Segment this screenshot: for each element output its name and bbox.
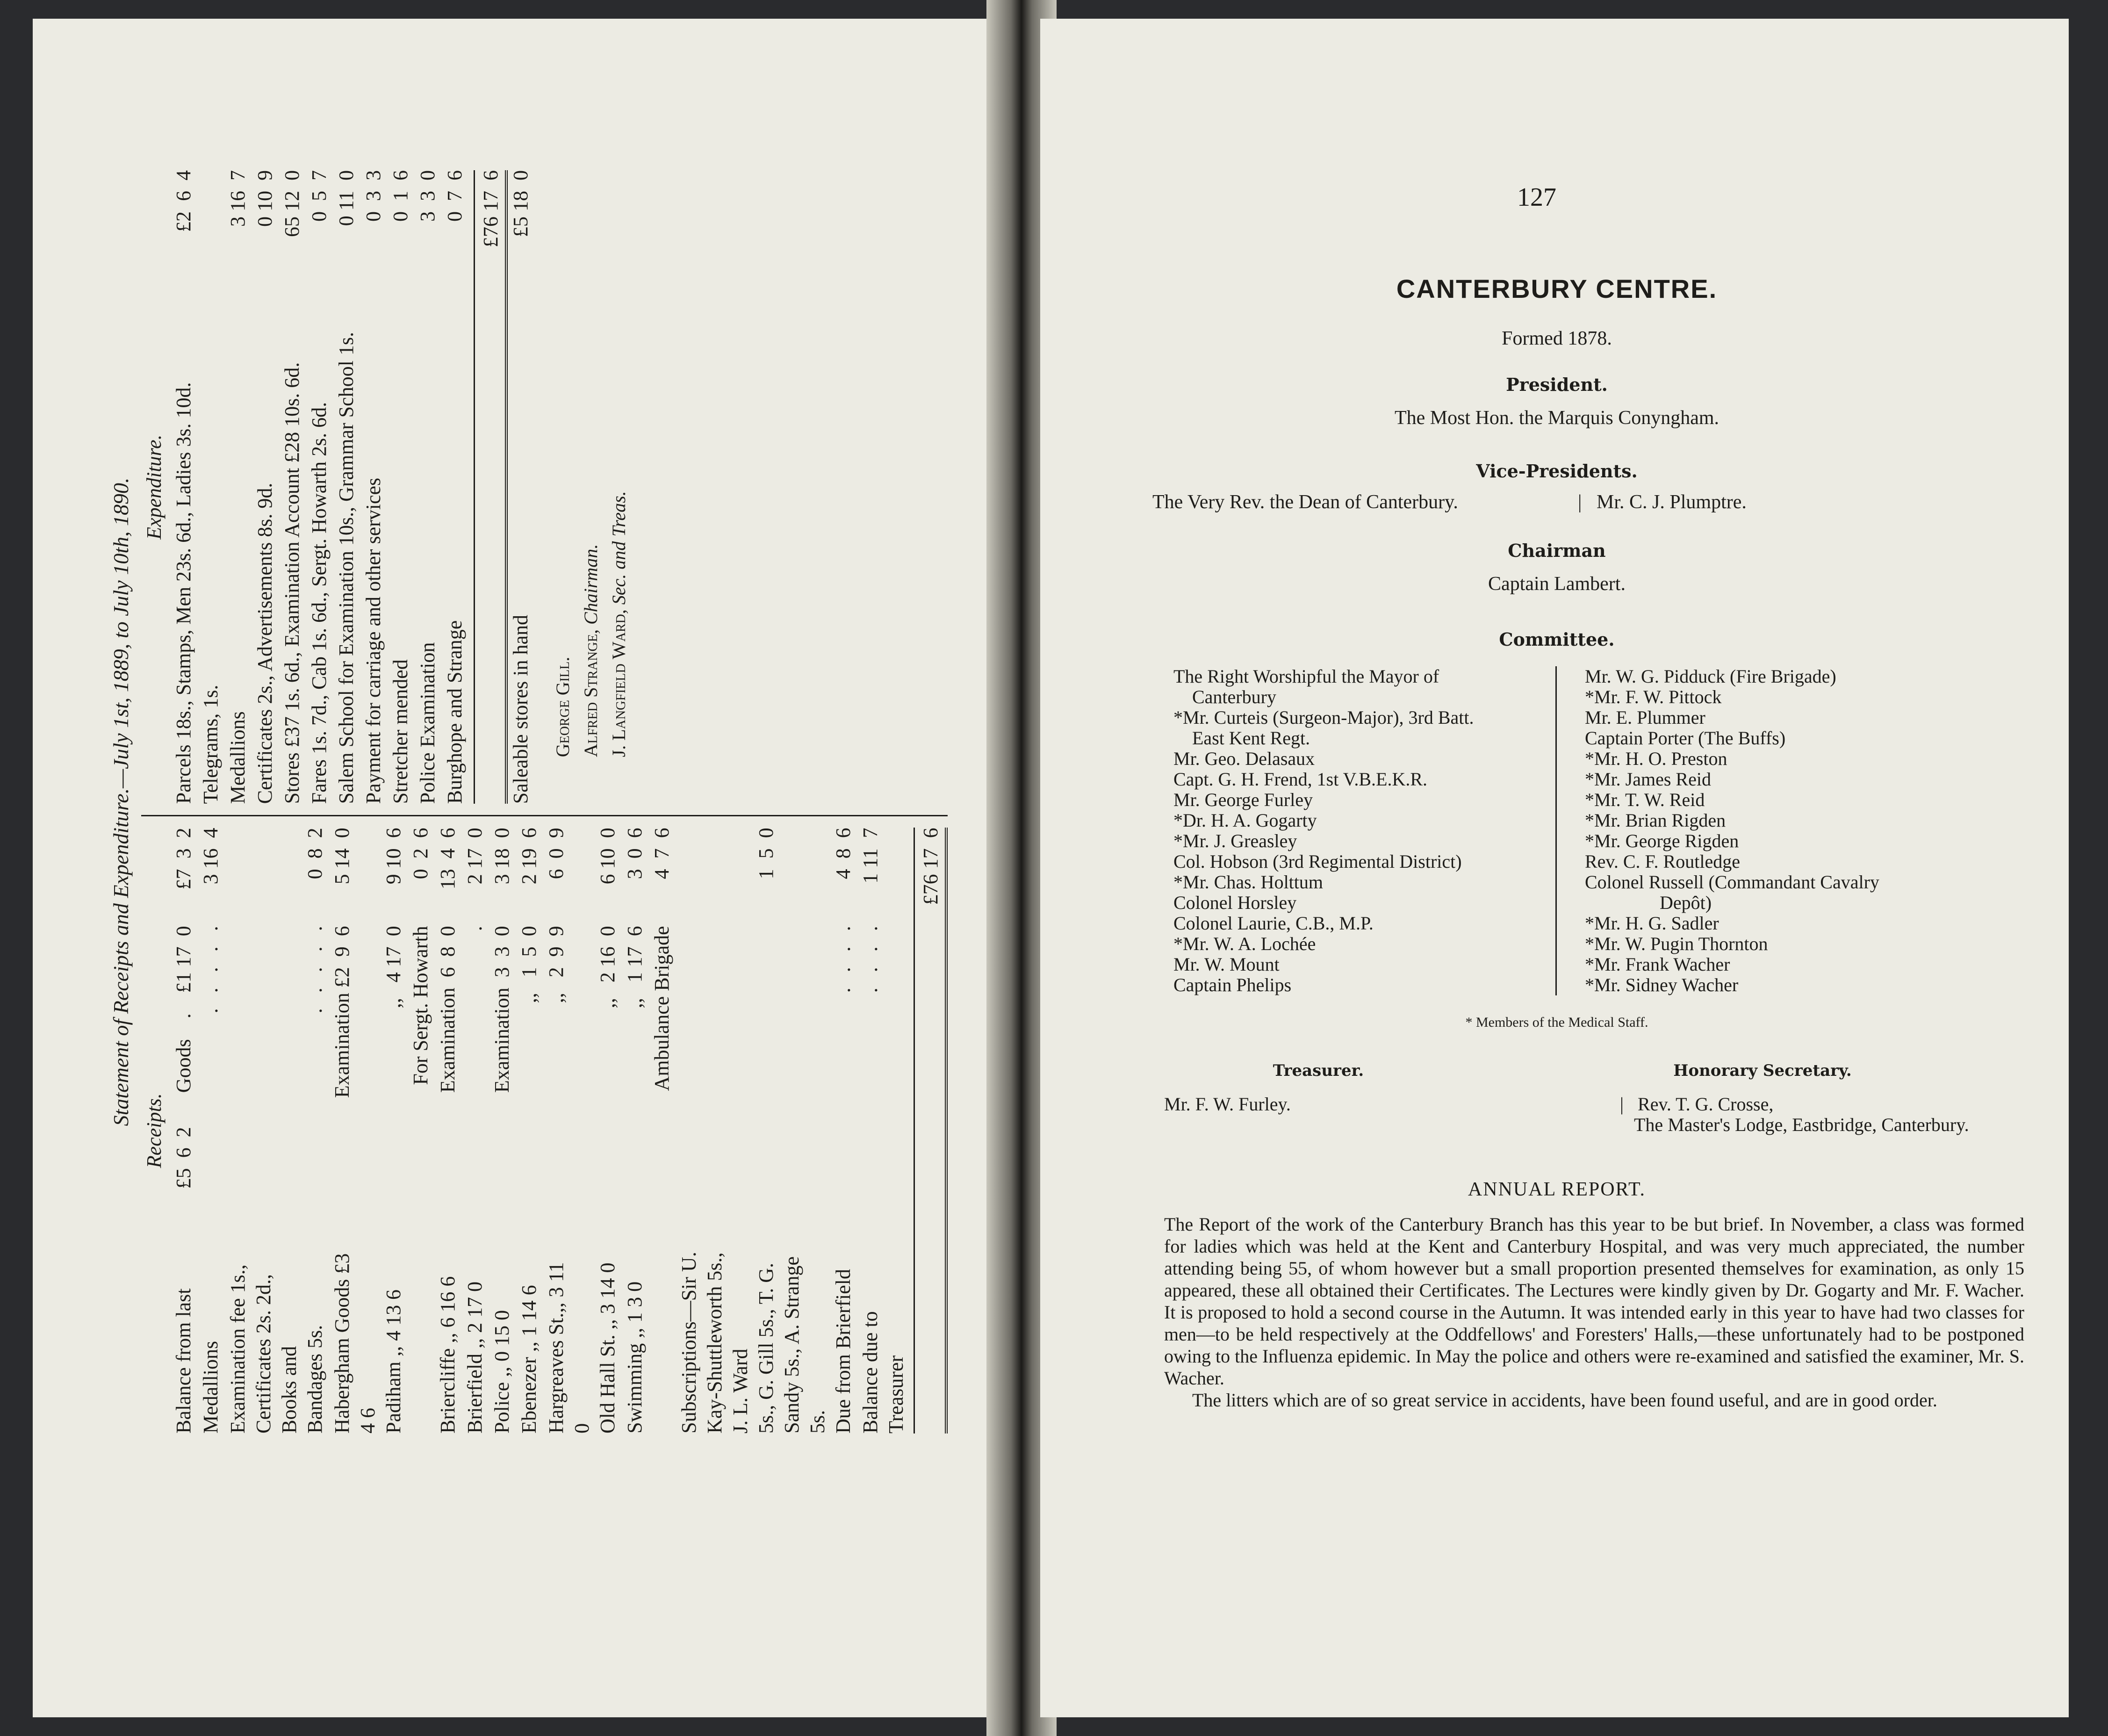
expenditure-row bbox=[415, 170, 442, 804]
receipt-label: Briercliffe ,, 6 16 6 bbox=[436, 1276, 459, 1433]
receipt-label: Balance due to Treasurer bbox=[858, 1311, 907, 1433]
expenditure-heading: Expenditure. bbox=[142, 434, 165, 540]
receipt-amount: £7 3 2 bbox=[172, 828, 195, 890]
vice-president: Mr. C. J. Plumptre. bbox=[1597, 491, 1747, 513]
officers-headings bbox=[1166, 1061, 2055, 1080]
president-heading: President. bbox=[1506, 374, 1608, 395]
receipt-label: 5s., G. Gill 5s., T. G. Sandy 5s., A. Strange 5s. bbox=[754, 1256, 829, 1433]
committee-member: Colonel Laurie, C.B., M.P. bbox=[1173, 913, 1374, 934]
expenditure-label: Salem School for Examination 10s., Grammar School 1s. bbox=[334, 332, 358, 804]
officers bbox=[1164, 1094, 2052, 1135]
receipt-amount: 4 7 6 bbox=[650, 828, 673, 879]
treasurer-heading: Treasurer. bbox=[1273, 1061, 1364, 1080]
right-page bbox=[1040, 19, 2069, 1717]
receipt-row bbox=[489, 828, 516, 1433]
receipt-amount: 3 0 6 bbox=[623, 828, 646, 879]
committee-member: Captain Phelips bbox=[1173, 974, 1292, 995]
expenditure-row bbox=[198, 170, 225, 804]
expenditure-row bbox=[388, 170, 415, 804]
expenditure-label: Stores £37 1s. 6d., Examination Account £28 10s. 6d. bbox=[280, 362, 303, 804]
committee-member: Colonel Russell (Commandant Cavalry bbox=[1585, 872, 1879, 893]
receipt-label: Padiham ,, 4 13 6 bbox=[381, 1289, 405, 1433]
formed-date: Formed 1878. bbox=[1502, 328, 1612, 349]
receipt-amount: 6 10 0 bbox=[596, 828, 619, 885]
annual-report-body bbox=[1164, 1213, 2024, 1411]
receipt-row bbox=[516, 828, 543, 1433]
expenditure-label: Certificates 2s., Advertisements 8s. 9d. bbox=[253, 483, 276, 804]
statement-title: Statement of Receipts and Expenditure.—July 1st, 1889, to July 10th, 1890. bbox=[109, 477, 133, 1126]
separator: | bbox=[1578, 491, 1582, 513]
committee-member: *Mr. George Rigden bbox=[1585, 830, 1739, 851]
receipt-label: Brierfield ,, 2 17 0 bbox=[463, 1281, 486, 1433]
receipt-detail: ,, 2 16 0 bbox=[596, 926, 619, 1008]
secretary-heading: Honorary Secretary. bbox=[1673, 1061, 1852, 1080]
receipt-label: Examination fee 1s., Certificates 2s. 2d., Books and bbox=[226, 1264, 301, 1433]
receipt-row bbox=[830, 828, 857, 1433]
receipt-detail: . . . . bbox=[858, 926, 882, 993]
receipt-detail: Ambulance Brigade bbox=[650, 926, 673, 1091]
saleable-stores-row bbox=[508, 170, 535, 804]
expenditure-amount: 0 10 9 bbox=[253, 170, 276, 227]
expenditure-amount: 0 7 6 bbox=[443, 170, 466, 222]
receipt-row bbox=[676, 828, 753, 1433]
report-title: ANNUAL REPORT. bbox=[1468, 1179, 1646, 1200]
receipt-label: Habergham Goods £3 4 6 bbox=[330, 1253, 379, 1433]
centre-title: CANTERBURY CENTRE. bbox=[1396, 274, 1718, 303]
receipt-amount: 4 8 6 bbox=[831, 828, 855, 879]
expenditure-label: Payment for carriage and other services bbox=[361, 477, 385, 804]
secretary bbox=[1463, 1094, 2052, 1135]
expenditure-row bbox=[225, 170, 252, 804]
expenditure-amount: 0 11 0 bbox=[334, 170, 358, 226]
receipt-detail: Examination 6 8 0 bbox=[436, 926, 459, 1093]
expenditure-label: Fares 1s. 7d., Cab 1s. 6d., Sergt. Howarth 2s. 6d. bbox=[307, 402, 331, 804]
receipt-amount: 1 11 7 bbox=[858, 828, 882, 884]
receipt-detail: . . . . . bbox=[199, 926, 222, 1014]
receipt-label: Hargreaves St.,, 3 11 0 bbox=[544, 1262, 593, 1433]
receipt-row bbox=[435, 828, 462, 1433]
expenditure-label: Medallions bbox=[226, 711, 249, 804]
chairman-heading: Chairman bbox=[1508, 540, 1606, 561]
receipt-detail: ,, 4 17 0 bbox=[381, 926, 405, 1008]
receipts-total: £76 17 6 bbox=[919, 828, 942, 905]
vice-presidents bbox=[1152, 491, 1994, 513]
committee-member: East Kent Regt. bbox=[1192, 728, 1310, 749]
report-paragraph: The litters which are of so great service in accidents, have been found useful, and are in good order. bbox=[1192, 1390, 1937, 1411]
saleable-stores-label: Saleable stores in hand bbox=[509, 614, 532, 804]
receipt-amount: 3 18 0 bbox=[490, 828, 513, 885]
committee-member: *Mr. H. G. Sadler bbox=[1585, 913, 1719, 934]
expenditure-amount: 0 1 6 bbox=[389, 170, 412, 222]
receipt-amount: 13 4 6 bbox=[436, 828, 459, 890]
committee-member: *Mr. T. W. Reid bbox=[1585, 789, 1705, 810]
vice-presidents-heading: Vice-Presidents. bbox=[1476, 461, 1638, 482]
receipt-detail: Examination £2 9 6 bbox=[330, 926, 353, 1098]
receipt-label: Balance from last bbox=[172, 1288, 195, 1433]
expenditure-amount: 0 5 7 bbox=[307, 170, 331, 222]
committee-member: *Mr. Sidney Wacher bbox=[1585, 974, 1739, 995]
expenditure-amount: 3 16 7 bbox=[226, 170, 249, 227]
committee-member: Mr. W. G. Pidduck (Fire Brigade) bbox=[1585, 666, 1836, 687]
committee-member: Mr. Geo. Delasaux bbox=[1173, 748, 1315, 769]
committee-member: Mr. W. Mount bbox=[1173, 954, 1280, 975]
receipt-detail: . . . . . bbox=[303, 926, 326, 1014]
receipts-column bbox=[141, 815, 948, 1445]
receipt-label: Due from Brierfield bbox=[831, 1269, 855, 1433]
expenditure-row bbox=[333, 170, 360, 804]
receipt-row bbox=[302, 828, 329, 1433]
committee-member: *Dr. H. A. Gogarty bbox=[1173, 810, 1317, 831]
committee-list bbox=[1173, 666, 1940, 995]
receipt-detail: . . . . bbox=[831, 926, 855, 993]
statement-of-receipts-and-expenditure bbox=[108, 159, 996, 1445]
committee-member: *Mr. W. A. Lochée bbox=[1173, 933, 1316, 954]
receipt-row bbox=[753, 828, 830, 1433]
report-paragraph: The Report of the work of the Canterbury Branch has this year to be but brief. In November, a class was formed for ladies which was held at the Kent and Canterbury Hospital, and was very much appreciated, the number attending being 55, of whom however but a small proportion presented themselves for examination, as only 15 appeared, these all obtained their Certificates. The Lectures were kindly given by Dr. Gogarty and Mr. F. Wacher. It is proposed to hold a second course in the Autumn. It was intended early in this year to have had two classes for men—to be held respectively at the Oddfellows' and Foresters' Halls,—these unfortunately had to be postponed owing to the Influenza epidemic. In May the police and others were re-examined and satisfied the examiner, Mr. S. Wacher. bbox=[1164, 1214, 2024, 1389]
receipt-row bbox=[408, 828, 435, 1433]
expenditure-row bbox=[442, 170, 469, 804]
vice-president: The Very Rev. the Dean of Canterbury. bbox=[1152, 491, 1458, 513]
receipt-detail: ,, 2 9 9 bbox=[544, 926, 568, 1003]
receipt-amount: 6 0 9 bbox=[544, 828, 568, 879]
expenditure-label: Parcels 18s., Stamps, Men 23s. 6d., Ladies 3s. 10d. bbox=[172, 382, 195, 804]
receipt-row bbox=[649, 828, 676, 1433]
left-page bbox=[33, 19, 1024, 1717]
receipt-row bbox=[622, 828, 649, 1433]
committee-member: Captain Porter (The Buffs) bbox=[1585, 728, 1786, 749]
expenditure-column bbox=[141, 159, 948, 815]
receipt-amount: 0 8 2 bbox=[303, 828, 326, 879]
committee-member: Rev. C. F. Routledge bbox=[1585, 851, 1740, 872]
receipt-amount: 1 5 0 bbox=[754, 828, 777, 879]
expenditure-amount: 3 3 0 bbox=[416, 170, 439, 222]
chairman-name: Captain Lambert. bbox=[1488, 573, 1626, 595]
expenditure-amount: 0 3 3 bbox=[361, 170, 385, 222]
committee-member: *Mr. Brian Rigden bbox=[1585, 810, 1726, 831]
expenditure-row bbox=[252, 170, 279, 804]
receipt-detail: ,, 1 5 0 bbox=[517, 926, 540, 1003]
committee-member: *Mr. Curteis (Surgeon-Major), 3rd Batt. bbox=[1173, 707, 1474, 728]
receipt-row bbox=[225, 828, 302, 1433]
receipt-row bbox=[381, 828, 408, 1433]
receipt-detail: Goods . £1 17 0 bbox=[172, 926, 195, 1093]
receipt-label: Old Hall St. ,, 3 14 0 bbox=[596, 1262, 619, 1433]
expenditure-row bbox=[279, 170, 306, 804]
signature-line: George Gill. bbox=[552, 656, 573, 757]
receipt-row bbox=[171, 828, 198, 1433]
receipt-label: Ebenezer ,, 1 14 6 bbox=[517, 1285, 540, 1433]
receipt-detail: . bbox=[463, 926, 486, 931]
receipt-row bbox=[857, 828, 909, 1433]
secretary-name: Rev. T. G. Crosse, bbox=[1638, 1094, 1774, 1115]
separator: | bbox=[1620, 1094, 1624, 1115]
receipts-total-row bbox=[914, 828, 948, 1433]
receipt-label: Swimming ,, 1 3 0 bbox=[623, 1281, 646, 1433]
expenditure-label: Telegrams, 1s. bbox=[199, 684, 222, 804]
receipt-row bbox=[329, 828, 381, 1433]
treasurer-name: Mr. F. W. Furley. bbox=[1164, 1094, 1291, 1115]
committee-member: Mr. E. Plummer bbox=[1585, 707, 1705, 728]
receipt-amount: 0 2 6 bbox=[409, 828, 432, 879]
signature-line: Alfred Strange, Chairman. bbox=[580, 544, 601, 757]
receipt-label: Bandages 5s. bbox=[303, 1325, 326, 1433]
president-name: The Most Hon. the Marquis Conyngham. bbox=[1394, 407, 1719, 429]
committee-member: *Mr. W. Pugin Thornton bbox=[1585, 933, 1768, 954]
committee-member: Canterbury bbox=[1192, 686, 1276, 707]
receipt-amount: 2 17 0 bbox=[463, 828, 486, 885]
committee-member: *Mr. J. Greasley bbox=[1173, 830, 1297, 851]
signature-line: J. Langfield Ward, Sec. and Treas. bbox=[608, 491, 629, 757]
committee-member: *Mr. Frank Wacher bbox=[1585, 954, 1730, 975]
receipt-label: Police ,, 0 15 0 bbox=[490, 1310, 513, 1433]
expenditure-label: Police Examination bbox=[416, 642, 439, 804]
receipts-heading: Receipts. bbox=[142, 1093, 165, 1168]
committee-member: Colonel Horsley bbox=[1173, 892, 1297, 913]
receipt-amount: 5 14 0 bbox=[330, 828, 353, 885]
receipt-amount: 2 19 6 bbox=[517, 828, 540, 885]
expenditure-amount: 65 12 0 bbox=[280, 170, 303, 237]
footnote: * Members of the Medical Staff. bbox=[1465, 1015, 1648, 1030]
secretary-address: The Master's Lodge, Eastbridge, Canterbury. bbox=[1634, 1114, 1969, 1135]
receipt-row bbox=[198, 828, 225, 1433]
receipt-label: Subscriptions—Sir U. Kay-Shuttleworth 5s., J. L. Ward bbox=[677, 1252, 752, 1433]
saleable-stores-amount: £5 18 0 bbox=[509, 170, 532, 237]
expenditure-row bbox=[360, 170, 388, 804]
receipt-row bbox=[595, 828, 622, 1433]
receipt-detail: Examination 3 3 0 bbox=[490, 926, 513, 1093]
committee-member: *Mr. James Reid bbox=[1585, 769, 1711, 790]
committee-right-column bbox=[1557, 666, 1940, 995]
receipt-amount: 9 10 6 bbox=[381, 828, 405, 885]
signatures bbox=[549, 170, 633, 804]
receipt-row bbox=[462, 828, 489, 1433]
committee-member: The Right Worshipful the Mayor of bbox=[1173, 666, 1439, 687]
receipt-label: Medallions bbox=[199, 1341, 222, 1433]
receipt-row bbox=[543, 828, 595, 1433]
committee-member: Capt. G. H. Frend, 1st V.B.E.K.R. bbox=[1173, 769, 1428, 790]
committee-member: *Mr. F. W. Pittock bbox=[1585, 686, 1722, 707]
page-number: 127 bbox=[1517, 183, 1556, 212]
receipt-detail: For Sergt. Howarth bbox=[409, 926, 432, 1085]
expenditure-label: Stretcher mended bbox=[389, 659, 412, 804]
expenditure-total: £76 17 6 bbox=[479, 170, 502, 247]
committee-member: *Mr. Chas. Holttum bbox=[1173, 872, 1324, 893]
receipt-sub-amount: £5 6 2 bbox=[172, 1127, 195, 1189]
committee-member: *Mr. H. O. Preston bbox=[1585, 748, 1727, 769]
receipt-amount: 3 16 4 bbox=[199, 828, 222, 885]
committee-member: Mr. George Furley bbox=[1173, 789, 1313, 810]
expenditure-total-row bbox=[474, 170, 508, 804]
committee-member: Col. Hobson (3rd Regimental District) bbox=[1173, 851, 1462, 872]
expenditure-row bbox=[306, 170, 333, 804]
expenditure-row bbox=[171, 170, 198, 804]
expenditure-label: Burghope and Strange bbox=[443, 620, 466, 804]
committee-left-column bbox=[1173, 666, 1557, 995]
receipt-detail: ,, 1 17 6 bbox=[623, 926, 646, 1008]
expenditure-amount: £2 6 4 bbox=[172, 170, 195, 232]
committee-heading: Committee. bbox=[1499, 629, 1615, 650]
committee-member: Depôt) bbox=[1660, 892, 1712, 913]
